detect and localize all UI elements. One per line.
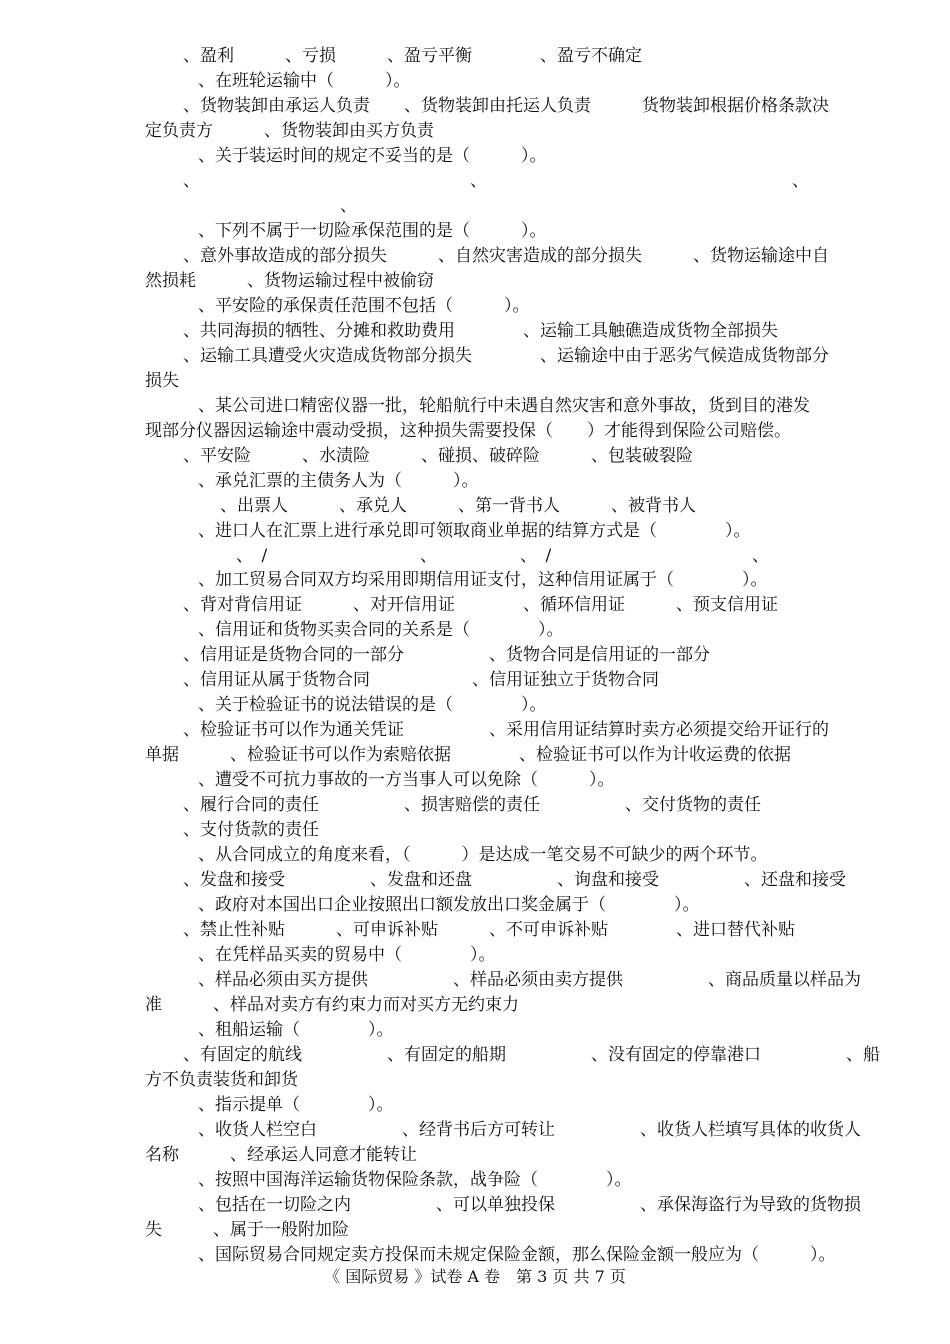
q-inspection-options-2: 单据 、检验证书可以作为索赔依据 、检验证书可以作为计收运费的依据 bbox=[145, 745, 791, 765]
q-shipment-opt-d: 、 bbox=[340, 196, 357, 216]
q-all-risks-options-1: 、意外事故造成的部分损失 、自然灾害造成的部分损失 、货物运输途中自 bbox=[183, 246, 829, 266]
q-settlement-opt-b: 、 / bbox=[520, 546, 552, 566]
q-settlement-opt-a: 、 / bbox=[236, 546, 268, 566]
q-force-majeure-options-1: 、履行合同的责任 、损害赔偿的责任 、交付货物的责任 bbox=[183, 795, 761, 815]
q-war-risk: 、按照中国海洋运输货物保险条款，战争险（ ）。 bbox=[198, 1170, 632, 1190]
q-war-risk-options-1: 、包括在一切险之内 、可以单独投保 、承保海盗行为导致的货物损 bbox=[198, 1195, 861, 1215]
q-liner-shipping: 、在班轮运输中（ ）。 bbox=[198, 71, 411, 91]
q-lc-contract-options-2: 、信用证从属于货物合同 、信用证独立于货物合同 bbox=[183, 670, 659, 690]
q-sample-options-2: 准 、样品对卖方有约束力而对买方无约束力 bbox=[145, 995, 519, 1015]
q-acceptance-debtor: 、承兑汇票的主债务人为（ ）。 bbox=[198, 471, 479, 491]
q-shipment-opt-a: 、 bbox=[183, 171, 200, 191]
q-options-profit: 、盈利 、亏损 、盈亏平衡 、盈亏不确定 bbox=[183, 46, 642, 66]
q-precision-instrument-1: 、某公司进口精密仪器一批，轮船航行中未遇自然灾害和意外事故，货到目的港发 bbox=[198, 396, 810, 416]
q-order-bl-options-1: 、收货人栏空白 、经背书后方可转让 、收货人栏填写具体的收货人 bbox=[198, 1120, 861, 1140]
q-force-majeure-options-2: 、支付货款的责任 bbox=[183, 820, 319, 840]
q-liner-options-2: 定负责方 、货物装卸由买方负责 bbox=[145, 121, 434, 141]
q-settlement-opt-d: 、 bbox=[420, 546, 437, 566]
q-all-risks: 、下列不属于一切险承保范围的是（ ）。 bbox=[198, 221, 547, 241]
q-order-bl-options-2: 名称 、经承运人同意才能转让 bbox=[145, 1145, 417, 1165]
page-footer: 《 国际贸易 》试卷 A 卷 第 3 页 共 7 页 bbox=[324, 1267, 626, 1286]
q-acceptance-options: 、出票人 、承兑人 、第一背书人 、被背书人 bbox=[220, 496, 696, 516]
q-precision-instrument-2: 现部分仪器因运输途中震动受损，这种损失需要投保（ ）才能得到保险公司赔偿。 bbox=[145, 421, 791, 441]
q-shipment-opt-b: 、 bbox=[470, 171, 487, 191]
q-shipment-time: 、关于装运时间的规定不妥当的是（ ）。 bbox=[198, 146, 547, 166]
q-processing-options: 、背对背信用证 、对开信用证 、循环信用证 、预支信用证 bbox=[183, 595, 778, 615]
q-fpa-options-3: 损失 bbox=[145, 371, 179, 391]
q-charter: 、租船运输（ ）。 bbox=[198, 1020, 394, 1040]
q-lc-contract: 、信用证和货物买卖合同的关系是（ ）。 bbox=[198, 620, 564, 640]
q-contract-formation-options: 、发盘和接受 、发盘和还盘 、询盘和接受 、还盘和接受 bbox=[183, 870, 846, 890]
q-war-risk-options-2: 失 、属于一般附加险 bbox=[145, 1220, 349, 1240]
q-settlement-method: 、进口人在汇票上进行承兑即可领取商业单据的结算方式是（ ）。 bbox=[198, 521, 751, 541]
q-export-subsidy-options: 、禁止性补贴 、可申诉补贴 、不可申诉补贴 、进口替代补贴 bbox=[183, 920, 795, 940]
q-all-risks-options-2: 然损耗 、货物运输过程中被偷窃 bbox=[145, 271, 434, 291]
q-insured-amount: 、国际贸易合同规定卖方投保而未规定保险金额，那么保险金额一般应为（ ）。 bbox=[198, 1245, 836, 1265]
q-precision-options: 、平安险 、水渍险 、碰损、破碎险 、包装破裂险 bbox=[183, 446, 693, 466]
q-fpa-options-2: 、运输工具遭受火灾造成货物部分损失 、运输途中由于恶劣气候造成货物部分 bbox=[183, 346, 829, 366]
q-lc-contract-options-1: 、信用证是货物合同的一部分 、货物合同是信用证的一部分 bbox=[183, 645, 710, 665]
q-shipment-opt-c: 、 bbox=[792, 171, 809, 191]
q-charter-options-2: 方不负责装货和卸货 bbox=[145, 1070, 298, 1090]
q-sample-options-1: 、样品必须由买方提供 、样品必须由卖方提供 、商品质量以样品为 bbox=[198, 970, 861, 990]
q-fpa-options-1: 、共同海损的牺牲、分摊和救助费用 、运输工具触礁造成货物全部损失 bbox=[183, 321, 778, 341]
q-sale-by-sample: 、在凭样品买卖的贸易中（ ）。 bbox=[198, 945, 496, 965]
q-settlement-opt-c: 、 bbox=[752, 546, 769, 566]
q-order-bl: 、指示提单（ ）。 bbox=[198, 1095, 394, 1115]
q-force-majeure: 、遭受不可抗力事故的一方当事人可以免除（ ）。 bbox=[198, 770, 615, 790]
q-processing-trade: 、加工贸易合同双方均采用即期信用证支付，这种信用证属于（ ）。 bbox=[198, 570, 768, 590]
q-inspection-cert: 、关于检验证书的说法错误的是（ ）。 bbox=[198, 695, 547, 715]
q-fpa: 、平安险的承保责任范围不包括（ ）。 bbox=[198, 296, 530, 316]
q-inspection-options-1: 、检验证书可以作为通关凭证 、采用信用证结算时卖方必须提交给开证行的 bbox=[183, 720, 829, 740]
q-charter-options-1: 、有固定的航线 、有固定的船期 、没有固定的停靠港口 、船 bbox=[183, 1045, 880, 1065]
q-liner-options-1: 、货物装卸由承运人负责 、货物装卸由托运人负责 货物装卸根据价格条款决 bbox=[183, 96, 829, 116]
q-export-subsidy: 、政府对本国出口企业按照出口额发放出口奖金属于（ ）。 bbox=[198, 895, 700, 915]
q-contract-formation: 、从合同成立的角度来看，（ ）是达成一笔交易不可缺少的两个环节。 bbox=[198, 845, 768, 865]
